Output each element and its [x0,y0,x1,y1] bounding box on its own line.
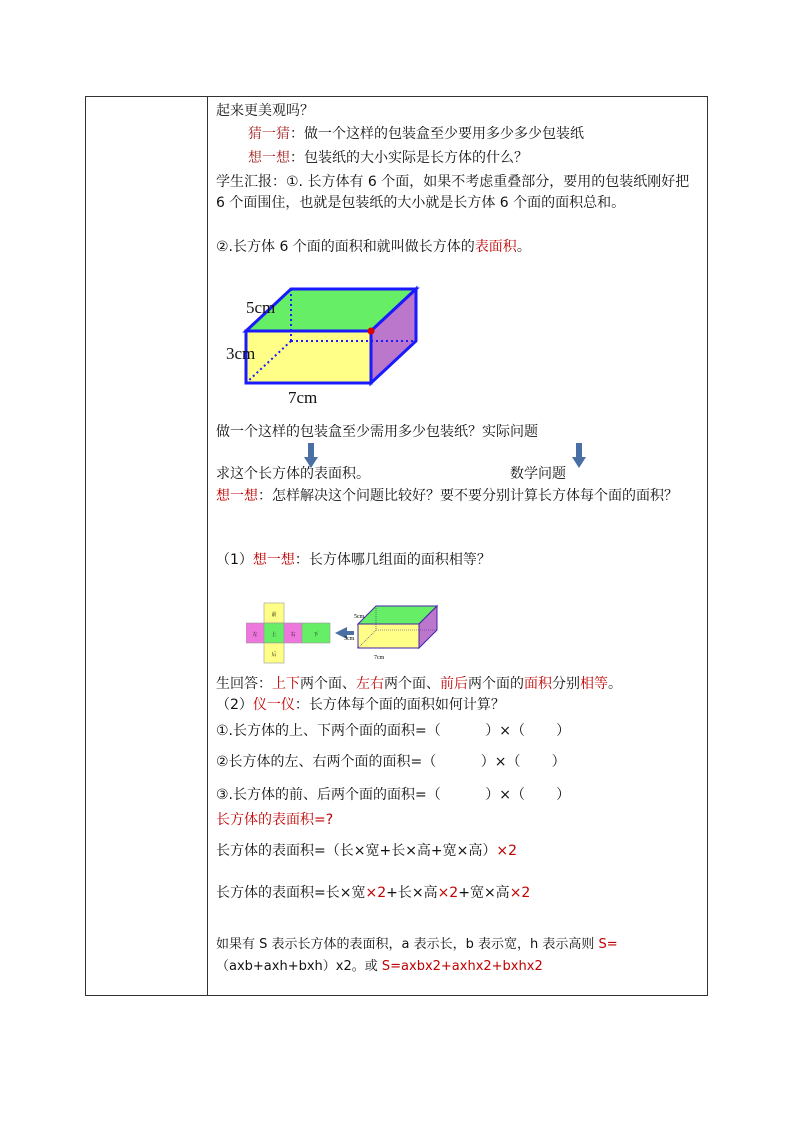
small-label-7cm: 7cm [374,655,385,661]
think-question [216,486,701,507]
surface-area-question: 长方体的表面积=? [216,812,334,828]
definition-line [216,237,531,258]
ans-h: 面积 [524,676,552,692]
ans-b: 上下 [272,676,300,692]
surface-area-term: 表面积 [474,239,517,255]
net-label-right: 右 [290,632,296,638]
ans-i: 分别 [552,676,580,692]
sa2-c: +长×高 [386,885,438,901]
sa1-text: 长方体的表面积=（长×宽+长×高+宽×高） [216,843,497,859]
ans-f: 前后 [440,676,468,692]
ans-e: 两个面、 [384,676,440,692]
net-label-back: 后 [271,652,277,658]
practical-question: 做一个这样的包装盒至少需用多少包装纸？实际问题 [216,424,538,440]
small-cuboid-front [358,624,419,648]
surface-area-formula-2 [216,883,530,904]
gf-a: 如果有 S 表示长方体的表面积，a 表示长，b 表示宽，h 表示高则 [216,937,599,952]
ans-j: 相等 [580,676,608,692]
step1-num: （1） [216,552,253,568]
small-label-5cm: 5cm [354,614,365,620]
net-label-left: 左 [252,632,258,638]
student-report: 学生汇报：①. 长方体有 6 个面，如果不考虑重叠部分，要用的包装纸刚好把 6 个面围住，也就是包装纸的大小就是长方体 6 个面的面积总和。 [216,174,690,211]
formula-front-back: ③.长方体的前、后两个面的面积=（ ）×（ ） [216,787,571,803]
definition-text: ②.长方体 6 个面的面积和就叫做长方体的 [216,239,475,255]
net-label-bottom: 下 [313,632,319,638]
sa2-a: 长方体的表面积=长×宽 [216,885,366,901]
label-7cm: 7cm [288,388,318,407]
net-label-front: 前 [271,612,277,618]
student-answer [216,674,622,695]
think-label-2: 想一想 [216,488,258,504]
step2-line [216,695,505,716]
text-line-1: 起来更美观吗？ [216,103,314,119]
step1-text: ：长方体哪几组面的面积相等？ [294,552,491,568]
sa2-f: ×2 [509,885,531,901]
general-formula [216,934,701,978]
column-divider [207,97,208,995]
gf-c: （axb+axh+bxh）x2。或 [216,959,382,974]
text-line-think [248,148,528,169]
math-question-left: 求这个长方体的表面积。 [216,466,370,482]
net-figure [246,602,446,667]
ans-k: 。 [608,676,622,692]
ans-a: 生回答： [216,676,272,692]
lesson-table [85,96,708,996]
small-label-3cm: 3cm [344,636,355,642]
math-question-right: 数学问题 [510,466,566,482]
label-3cm: 3cm [226,344,256,363]
text-line-guess [248,124,584,145]
ans-g: 两个面的 [468,676,524,692]
step1-line [216,550,491,571]
gf-d: S=axbx2+axhx2+bxhx2 [381,959,543,974]
guess-label: 猜一猜 [248,126,290,142]
formula-left-right: ②长方体的左、右两个面的面积=（ ）×（ ） [216,754,566,770]
sa1-times2: ×2 [496,843,518,859]
ans-c: 两个面、 [300,676,356,692]
cuboid-figure [216,279,446,409]
gf-b: S= [598,937,618,952]
step2-label: 仪一仪 [252,697,295,713]
down-arrow-icon-2 [572,443,586,469]
cuboid-front-face [246,331,371,383]
vertex-dot [368,328,375,335]
think-text-2: ：怎样解决这个问题比较好？要不要分别计算长方体每个面的面积？ [258,488,678,504]
step2-num: （2） [216,697,253,713]
step1-label: 想一想 [252,552,295,568]
sa2-e: +宽×高 [458,885,510,901]
definition-end: 。 [516,239,531,255]
sa2-b: ×2 [365,885,387,901]
think-text: ：包装纸的大小实际是长方体的什么？ [290,150,528,166]
think-label: 想一想 [248,150,290,166]
ans-d: 左右 [356,676,384,692]
sa2-d: ×2 [437,885,459,901]
step2-text: ：长方体每个面的面积如何计算？ [294,697,505,713]
guess-text: ：做一个这样的包装盒至少要用多少多少包装纸 [290,126,584,142]
label-5cm: 5cm [246,298,276,317]
formula-top-bottom: ①.长方体的上、下两个面的面积=（ ）×（ ） [216,723,571,739]
surface-area-formula-1 [216,841,517,862]
net-label-top: 上 [271,632,277,638]
